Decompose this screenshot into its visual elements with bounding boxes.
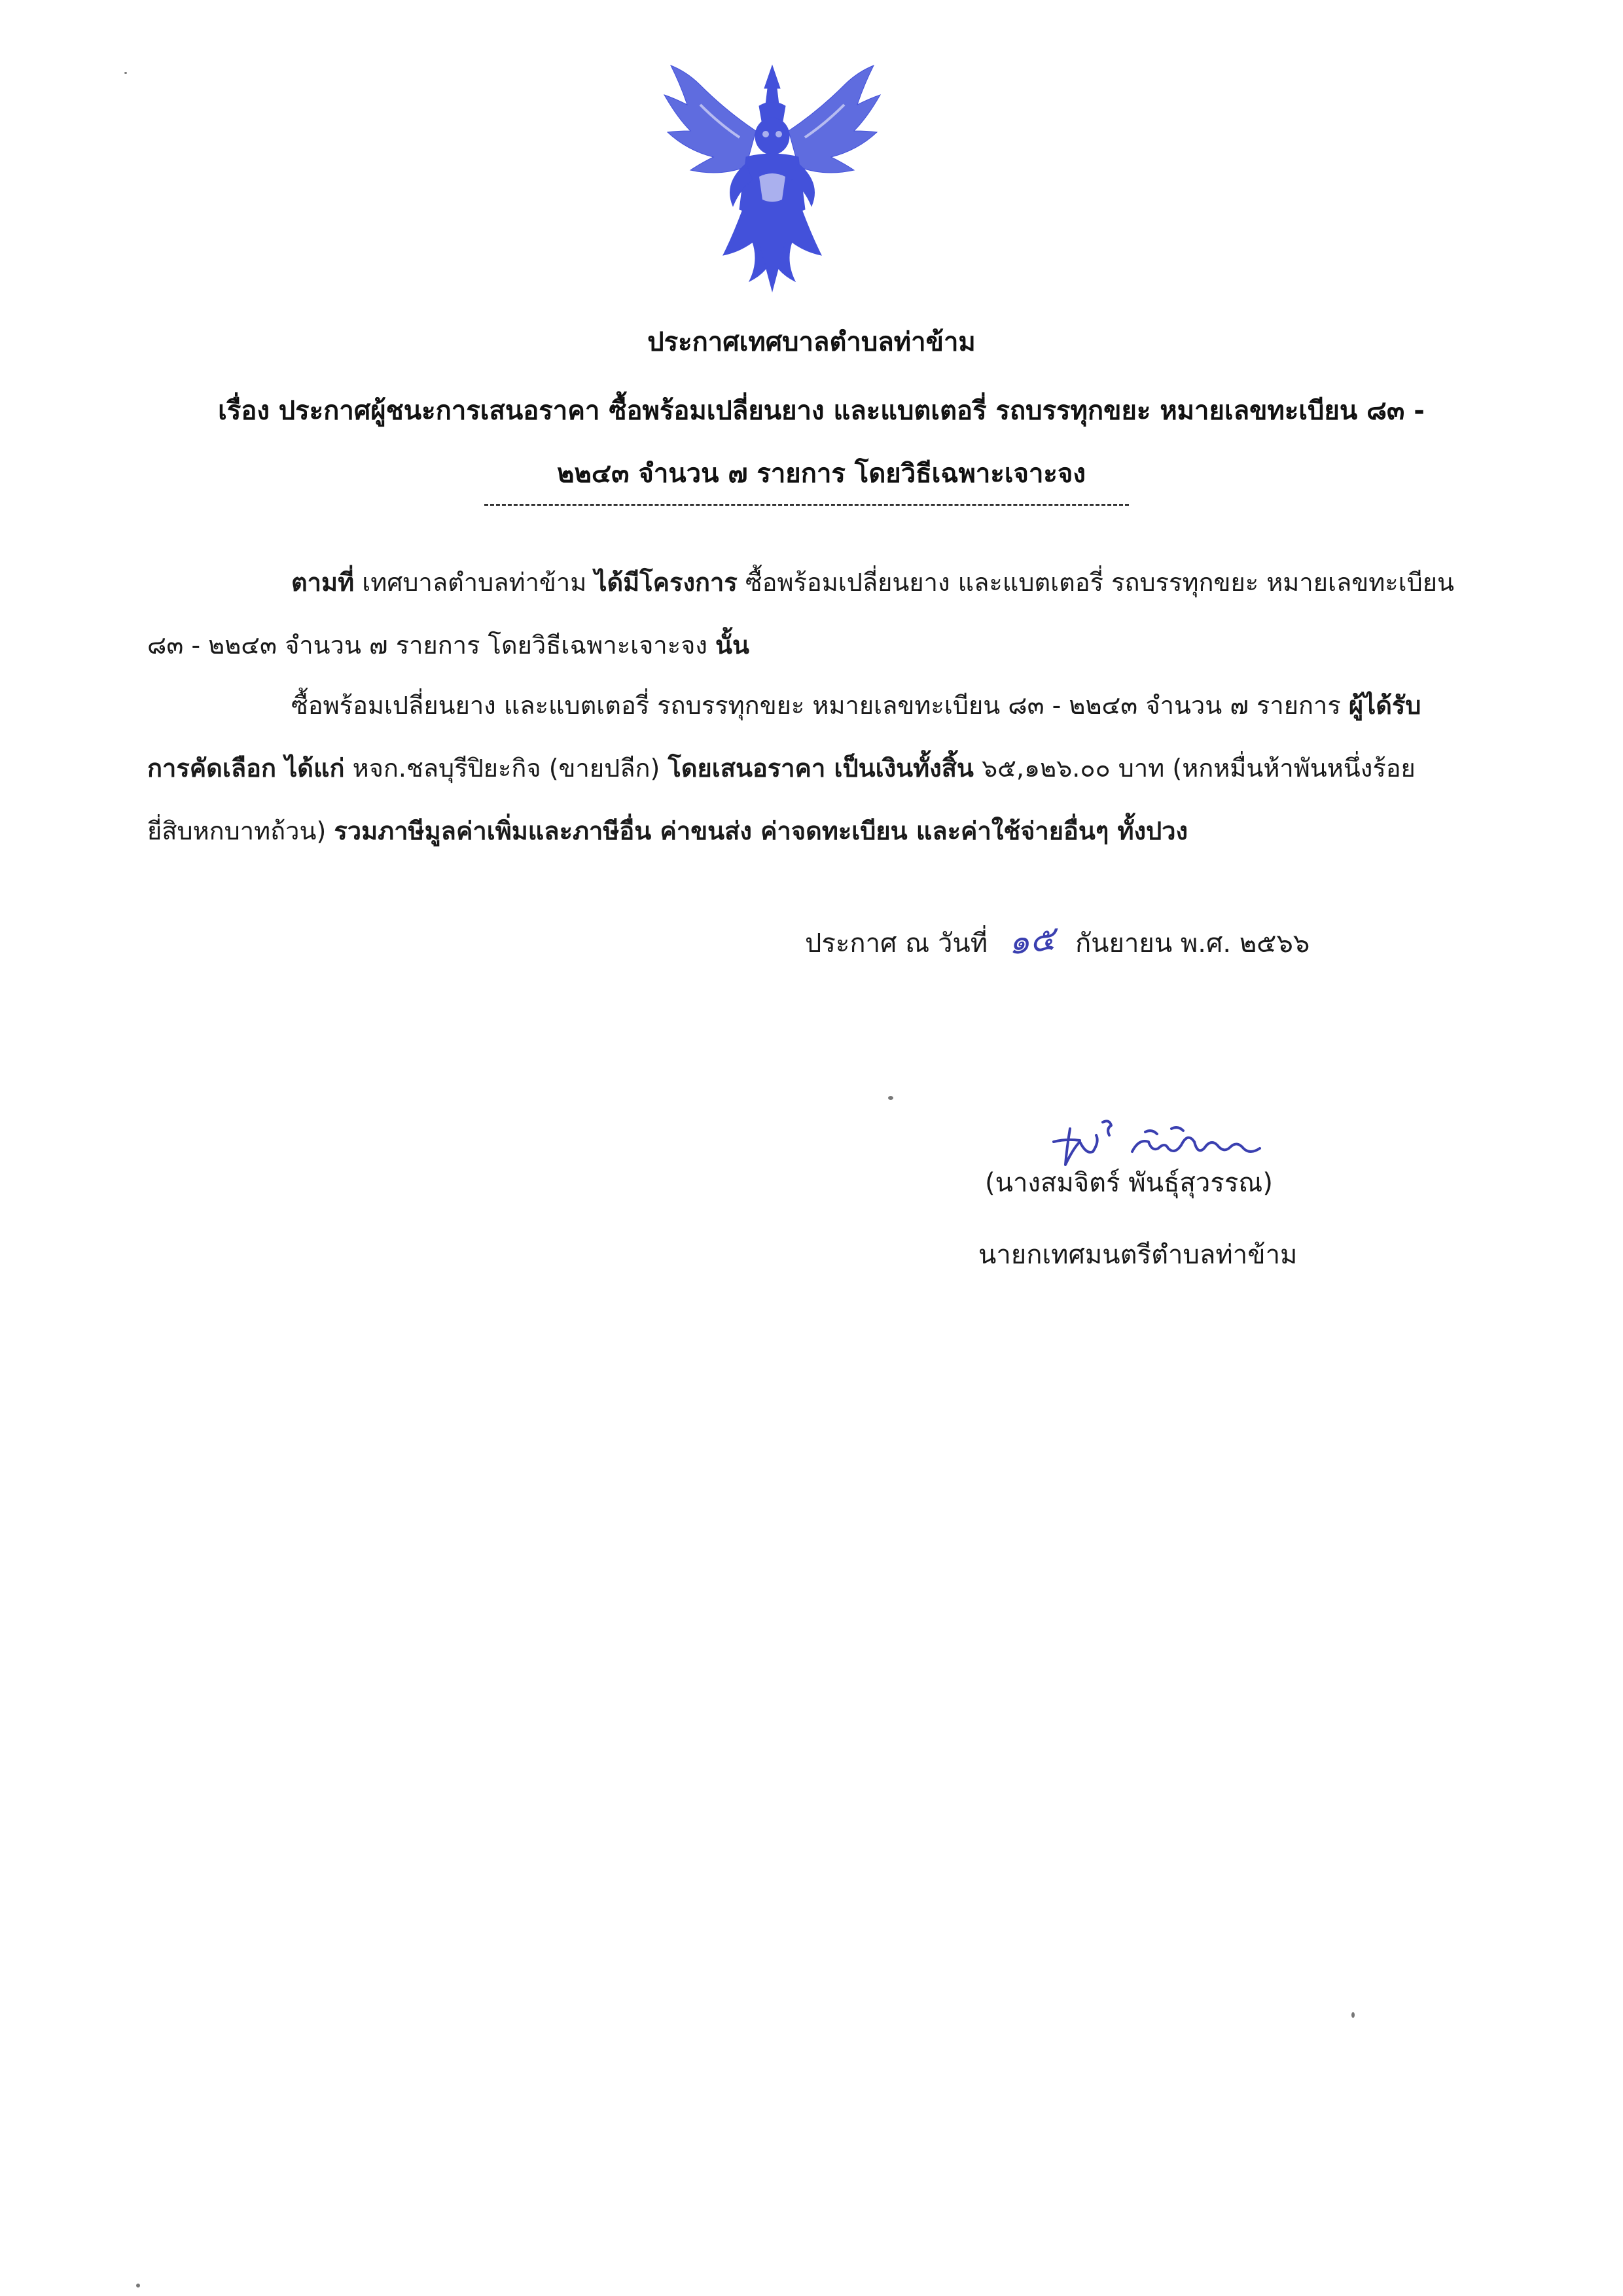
para2-part-e: ๖๕,๑๒๖.๐๐ บาท (หกหมื่นห้าพันหนึ่งร้อยยี่สิบหกบาทถ้วน) [147,754,1416,845]
scan-speck [888,1096,893,1100]
paragraph-1 [147,551,1456,677]
dashed-divider [484,504,1129,506]
scan-speck [1351,2012,1355,2018]
announce-suffix: กันยายน พ.ศ. ๒๕๖๖ [1075,928,1310,959]
subject-line-2: ๒๒๔๓ จำนวน ๗ รายการ โดยวิธีเฉพาะเจาะจง [557,459,1086,489]
announcement-date [805,913,1310,967]
garuda-emblem-icon [661,59,883,301]
para1-part-c: ได้มีโครงการ [594,568,738,597]
para1-part-a: ตามที่ [291,568,355,597]
scan-speck [136,2284,140,2287]
para2-part-b: ผู้ได้รับการคัดเลือก ได้แก่ [147,691,1421,783]
scan-speck [124,72,127,74]
para1-part-b: เทศบาลตำบลท่าข้าม [354,568,595,597]
subject-line-1: เรื่อง ประกาศผู้ชนะการเสนอราคา ซื้อพร้อมเปลี่ยนยาง และแบตเตอรี่ รถบรรทุกขยะ หมายเลขทะเบียน ๘๓ - [218,396,1425,426]
para2-part-d: โดยเสนอราคา เป็นเงินทั้งสิ้น [668,754,974,783]
para2-part-f: รวมภาษีมูลค่าเพิ่มและภาษีอื่น ค่าขนส่ง ค่าจดทะเบียน และค่าใช้จ่ายอื่นๆ ทั้งปวง [334,817,1188,845]
para2-part-a: ซื้อพร้อมเปลี่ยนยาง และแบตเตอรี่ รถบรรทุกขยะ หมายเลขทะเบียน ๘๓ - ๒๒๔๓ จำนวน ๗ รายการ [291,691,1349,720]
document-title: ประกาศเทศบาลตำบลท่าข้าม [647,327,976,357]
para1-part-d: ซื้อพร้อมเปลี่ยนยาง และแบตเตอรี่ รถบรรทุกขยะ หมายเลขทะเบียน ๘๓ - ๒๒๔๓ จำนวน ๗ รายการ โดยวิธีเฉพาะเจาะจง [147,568,1455,660]
signer-name: (นางสมจิตร์ พันธุ์สุวรรณ) [985,1168,1274,1198]
paragraph-2 [147,674,1456,862]
para1-part-e: นั้น [715,631,749,660]
para2-part-c: หจก.ชลบุรีปิยะกิจ (ขายปลีก) [344,754,668,783]
announce-day-handwritten: ๑๕ [1006,919,1058,963]
announce-prefix: ประกาศ ณ วันที่ [805,928,988,959]
document-subject [157,380,1486,505]
signer-title: นายกเทศมนตรีตำบลท่าข้าม [978,1240,1298,1270]
